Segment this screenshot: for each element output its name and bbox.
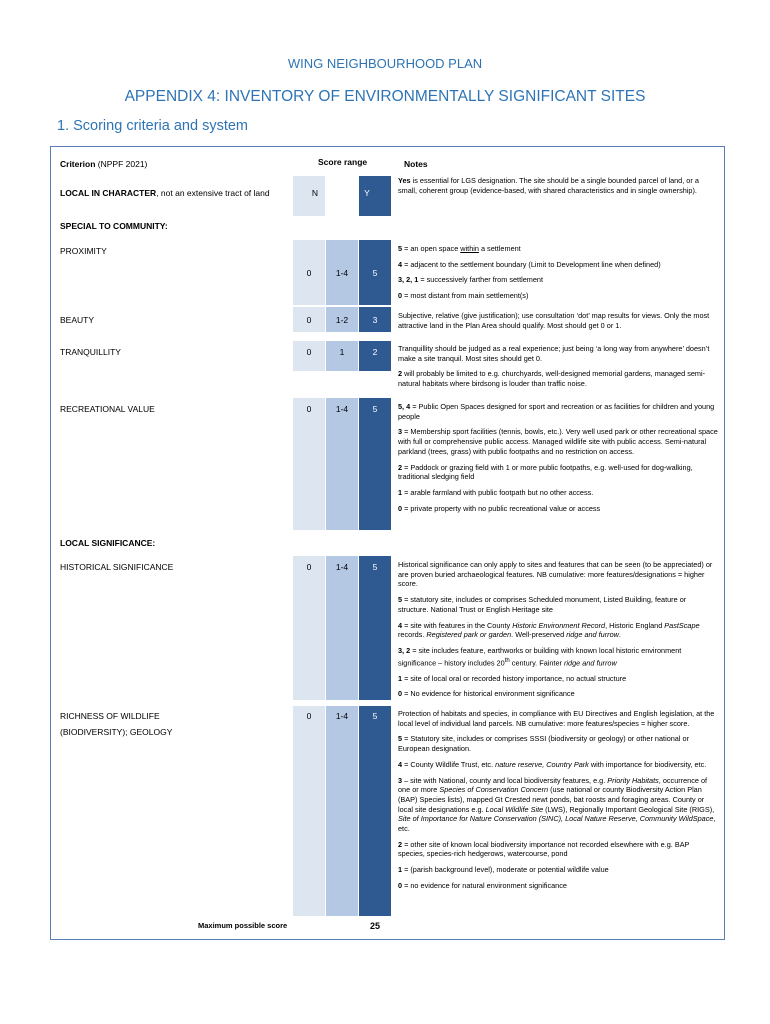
recreational-band-0 xyxy=(293,398,325,530)
proximity-score-0: 0 xyxy=(306,268,312,278)
wildlife-band-2 xyxy=(359,706,391,916)
historical-notes: Historical significance can only apply to sites and features that can be seen (to be appreciated) or are proven buried archaeological features. NB cumulative: more features/designations = higher score. 5 = statutory site, includes or comprises Scheduled monument, Listed Building, feature or structure. National Trust or English Heritage site 4 = site with features in the County Historic Environment Record, Historic England PastScape records. Registered park or garden. Well-preserved ridge and furrow. 3, 2 = site includes feature, earthworks or building with known local historic environment significance – history includes 20th century. Fainter ridge and furrow 1 = site of local oral or recorded history importance, no actual structure 0 = No evidence for historical environment significance xyxy=(398,560,713,699)
wildlife-notes: Protection of habitats and species, in compliance with EU Directives and English legislation, at the local level of individual land parcels. NB cumulative: more features/species = higher score. 5 = Statutory site, includes or comprises SSSI (biodiversity or geology) or other national or European designation. 4 = County Wildlife Trust, etc. nature reserve, Country Park with importance for biodiversity, etc. 3 – site with National, county and local biodiversity features, e.g. Priority Habitats, occurrence of one or more Species of Conservation Concern (use national or county Biodiversity Action Plan (BAP) Species lists), mapped Gt Crested newt ponds, bat roosts and foraging areas. County or local site designations e.g. Local Wildlife Site (LWS), Regionally Important Geological Site (RIGS), Site of Importance for Nature Conservation (SINC), Local Nature Reserve, Community WildSpace, etc. 2 = other site of known local biodiversity importance not recorded elsewhere with e.g. BAP species, species-rich hedgerows, watercourse, pond 1 = (parish background level), moderate or potential wildlife value 0 = no evidence for natural environment significance xyxy=(398,709,716,890)
wildlife-label-line1: RICHNESS OF WILDLIFE xyxy=(60,711,160,721)
local-significance-heading: LOCAL SIGNIFICANCE: xyxy=(60,538,156,548)
header-score-range: Score range xyxy=(318,157,368,167)
historical-band-2 xyxy=(359,556,391,700)
historical-significance-label: HISTORICAL SIGNIFICANCE xyxy=(60,562,174,572)
tranquillity-score-1: 1 xyxy=(339,347,345,357)
recreational-value-label: RECREATIONAL VALUE xyxy=(60,404,155,414)
tranquillity-label: TRANQUILLITY xyxy=(60,347,121,357)
wildlife-band-1 xyxy=(326,706,358,916)
local-character-label: LOCAL IN CHARACTER, not an extensive tract of land xyxy=(60,188,270,198)
wildlife-score-2: 5 xyxy=(372,711,378,721)
max-score-value: 25 xyxy=(369,921,380,931)
beauty-score-2: 3 xyxy=(372,315,378,325)
beauty-label: BEAUTY xyxy=(60,315,95,325)
local-character-note: Yes is essential for LGS designation. The site should be a single bounded parcel of land, or a small, coherent group (evidence-based, with shared characteristics and in single ownership). xyxy=(398,176,699,195)
special-to-community-heading: SPECIAL TO COMMUNITY: xyxy=(60,221,168,231)
recreational-score-2: 5 xyxy=(372,404,378,414)
header-notes: Notes xyxy=(404,159,428,169)
max-score-label: Maximum possible score xyxy=(198,921,288,930)
historical-score-1: 1-4 xyxy=(335,562,349,572)
beauty-notes: Subjective, relative (give justification); use consultation ‘dot’ map results for views. Only the most attractive land in the Plan Area should qualify. Most should get 0 or 1. xyxy=(398,311,710,330)
wildlife-band-0 xyxy=(293,706,325,916)
proximity-label: PROXIMITY xyxy=(60,246,107,256)
recreational-band-2 xyxy=(359,398,391,530)
wildlife-score-1: 1-4 xyxy=(335,711,349,721)
recreational-notes: 5, 4 = Public Open Spaces designed for sport and recreation or as facilities for children and young people 3 = Membership sport facilities (tennis, bowls, etc.). Very well used park or other recreational space with full or comprehensive public access. Managed wildlife site with public access. Semi-natural parkland (trees, grass) with public footpaths and no restriction on access. 2 = Paddock or grazing field with 1 or more public footpaths, e.g. well-used for dog-walking, traditional sledging field 1 = arable farmland with public footpath but no other access. 0 = private property with no public recreational value or access xyxy=(398,402,718,513)
proximity-score-2: 5 xyxy=(372,268,378,278)
historical-band-1 xyxy=(326,556,358,700)
tranquillity-notes: Tranquillity should be judged as a real experience; just being ‘a long way from anywhere’ doesn’t make a site tranquil. Most sites should get 0. 2 will probably be limited to e.g. churchyards, well-designed memorial gardens, managed semi-natural habitats where birdsong is louder than traffic noise. xyxy=(398,344,710,389)
proximity-score-1: 1-4 xyxy=(335,268,349,278)
tranquillity-score-2: 2 xyxy=(372,347,378,357)
historical-band-0 xyxy=(293,556,325,700)
section-heading: 1. Scoring criteria and system xyxy=(57,118,248,134)
recreational-score-0: 0 xyxy=(306,404,312,414)
recreational-score-1: 1-4 xyxy=(335,404,349,414)
local-n-value: N xyxy=(311,188,319,198)
beauty-score-0: 0 xyxy=(306,315,312,325)
appendix-title: APPENDIX 4: INVENTORY OF ENVIRONMENTALLY SIGNIFICANT SITES xyxy=(124,88,646,105)
beauty-score-1: 1-2 xyxy=(335,315,349,325)
document-title: WING NEIGHBOURHOOD PLAN xyxy=(287,56,483,71)
proximity-notes: 5 = an open space within a settlement 4 = adjacent to the settlement boundary (Limit to Development line when defined) 3, 2, 1 = successively farther from settlement 0 = most distant from main settlement(s) xyxy=(398,244,661,301)
wildlife-score-0: 0 xyxy=(306,711,312,721)
wildlife-label-line2: (BIODIVERSITY); GEOLOGY xyxy=(60,727,173,737)
historical-score-2: 5 xyxy=(372,562,378,572)
local-y-value: Y xyxy=(364,188,370,198)
tranquillity-score-0: 0 xyxy=(306,347,312,357)
historical-score-0: 0 xyxy=(306,562,312,572)
header-criterion: Criterion (NPPF 2021) xyxy=(60,159,148,169)
recreational-band-1 xyxy=(326,398,358,530)
